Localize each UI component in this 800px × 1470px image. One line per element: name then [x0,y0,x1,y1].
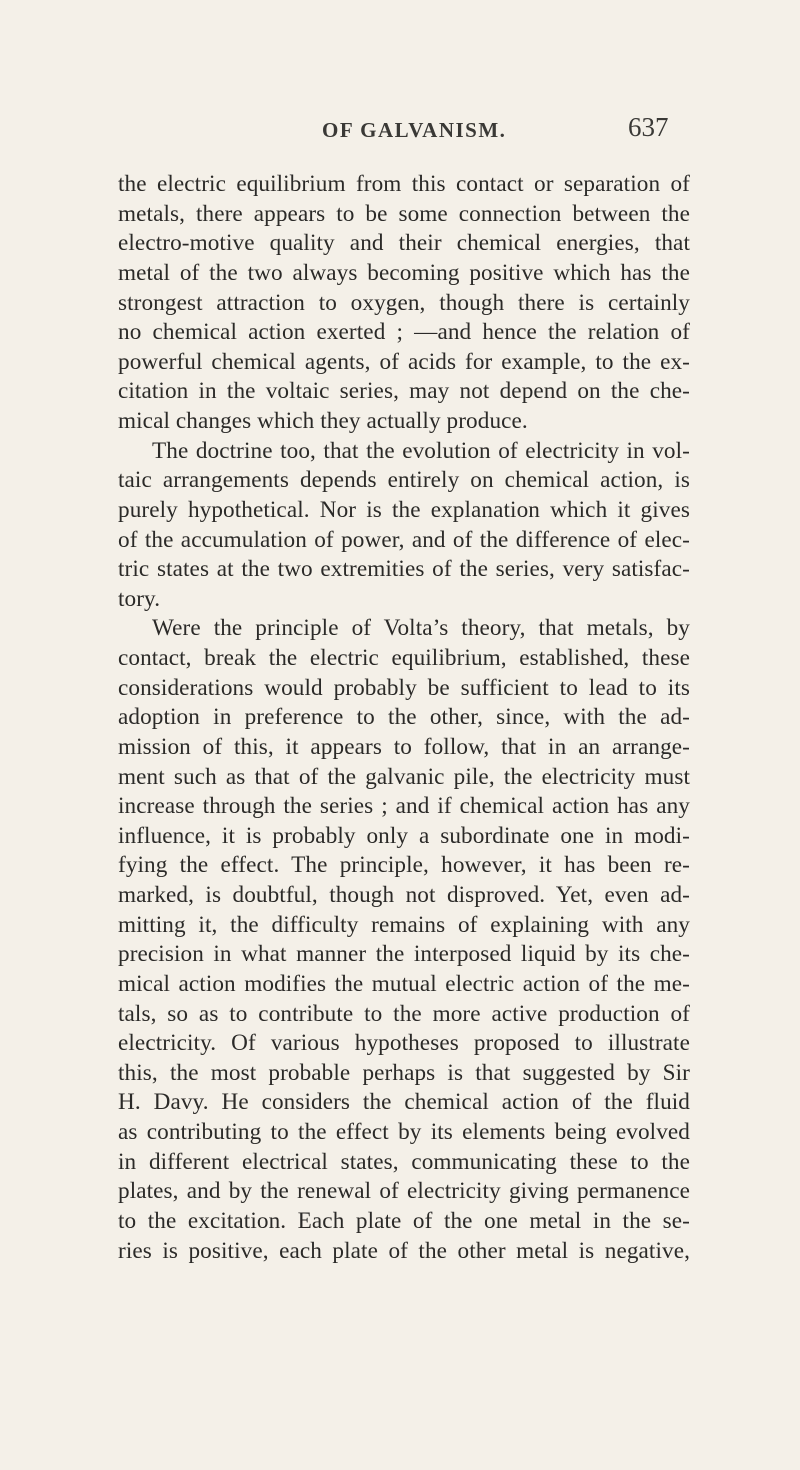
text-line: electro-motive quality and their chemical energies, that [118,230,690,257]
text-line: ries is positive, each plate of the other metal is negative, [118,1237,690,1264]
text-line: as contributing to the effect by its elements being evolved [118,1119,690,1145]
text-line: contact, break the electric equilibrium, established, these [118,645,690,671]
text-line: The doctrine too, that the evolution of electricity in vol- [152,437,690,464]
running-head: OF GALVANISM. [322,118,507,142]
text-line: this, the most probable perhaps is that suggested by Sir [118,1059,690,1086]
text-line: mitting it, the difficulty remains of explaining with any [118,911,690,938]
text-line: mical action modifies the mutual electric action of the me- [118,970,690,997]
text-line: electricity. Of various hypotheses proposed to illustrate [118,1030,690,1057]
text-line: considerations would probably be sufficient to lead to its [118,674,690,701]
text-line: mission of this, it appears to follow, that in an arrange- [118,733,690,760]
text-line: increase through the series ; and if chemical action has any [118,793,690,820]
text-line: strongest attraction to oxygen, though there is certainly [118,289,690,316]
page-header [0,112,800,152]
text-line: plates, and by the renewal of electricity giving permanence [118,1178,690,1205]
text-line: precision in what manner the interposed liquid by its che- [118,941,690,968]
text-line: taic arrangements depends entirely on chemical action, is [118,467,690,494]
text-line: fying the effect. The principle, however, it has been re- [118,852,690,879]
body-text [118,170,690,1266]
text-line: the electric equilibrium from this contact or separation of [118,171,690,197]
text-line: marked, is doubtful, though not disproved. Yet, even ad- [118,882,690,908]
text-line: purely hypothetical. Nor is the explanation which it gives [118,496,690,523]
text-line: in different electrical states, communicating these to the [118,1148,690,1175]
text-line: no chemical action exerted ; —and hence the relation of [118,319,690,346]
page-number: 637 [628,112,669,142]
text-line: of the accumulation of power, and of the difference of elec- [118,526,690,553]
text-line: metal of the two always becoming positive which has the [118,259,690,286]
text-line: to the excitation. Each plate of the one metal in the se- [118,1207,690,1234]
text-line: tory. [118,585,161,612]
text-line: adoption in preference to the other, since, with the ad- [118,704,690,731]
text-line: tals, so as to contribute to the more active production of [118,1000,690,1027]
text-line: citation in the voltaic series, may not depend on the che- [118,378,690,405]
text-line: Were the principle of Volta’s theory, that metals, by [152,615,690,642]
text-line: H. Davy. He considers the chemical action of the fluid [118,1089,690,1116]
text-line: influence, it is probably only a subordinate one in modi- [118,822,690,849]
text-line: ment such as that of the galvanic pile, the electricity must [118,763,690,790]
text-line: metals, there appears to be some connection between the [118,200,690,227]
text-line: tric states at the two extremities of the series, very satisfac- [118,556,690,583]
text-line: powerful chemical agents, of acids for example, to the ex- [118,348,690,375]
text-line: mical changes which they actually produce. [118,408,528,434]
